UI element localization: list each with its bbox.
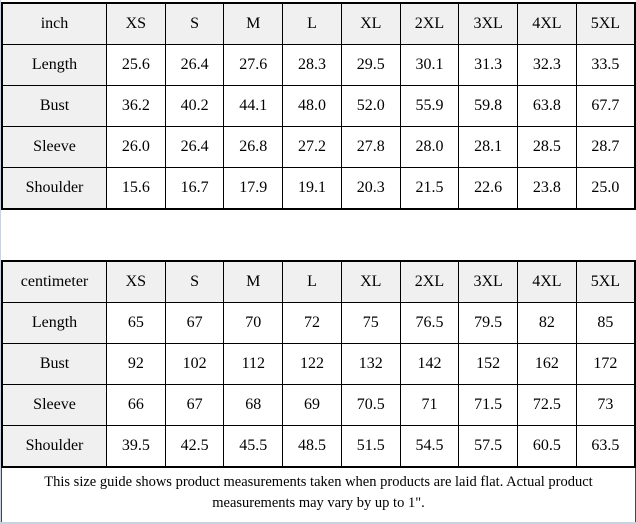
measurement-value-cell: 85 — [576, 303, 635, 344]
measurement-value-cell: 67.7 — [576, 86, 635, 127]
measurement-value-cell: 76.5 — [400, 303, 459, 344]
measurement-label-cell: Sleeve — [2, 127, 107, 168]
measurement-label-cell: Shoulder — [2, 426, 107, 468]
measurement-label-cell: Sleeve — [2, 385, 107, 426]
measurement-value-cell: 172 — [576, 344, 635, 385]
measurement-label-cell: Shoulder — [2, 168, 107, 210]
measurement-value-cell: 27.8 — [341, 127, 400, 168]
size-header-row — [2, 3, 635, 45]
size-header-cell: XS — [107, 261, 166, 303]
measurement-value-cell: 72.5 — [518, 385, 577, 426]
measurement-value-cell: 51.5 — [341, 426, 400, 468]
measurement-value-cell: 28.7 — [576, 127, 635, 168]
measurement-value-cell: 26.4 — [165, 127, 224, 168]
measurement-value-cell: 79.5 — [459, 303, 518, 344]
measurement-value-cell: 67 — [165, 303, 224, 344]
measurement-value-cell: 32.3 — [518, 45, 577, 86]
measurement-value-cell: 20.3 — [341, 168, 400, 210]
measurement-value-cell: 162 — [518, 344, 577, 385]
unit-header-cell: centimeter — [2, 261, 107, 303]
measurement-value-cell: 16.7 — [165, 168, 224, 210]
measurement-row — [2, 168, 635, 210]
measurement-value-cell: 36.2 — [107, 86, 166, 127]
measurement-value-cell: 52.0 — [341, 86, 400, 127]
measurement-value-cell: 69 — [283, 385, 342, 426]
size-header-cell: L — [283, 261, 342, 303]
measurement-value-cell: 66 — [107, 385, 166, 426]
size-header-cell: L — [283, 3, 342, 45]
measurement-row — [2, 86, 635, 127]
size-header-cell: 5XL — [576, 3, 635, 45]
measurement-value-cell: 122 — [283, 344, 342, 385]
measurement-value-cell: 63.8 — [518, 86, 577, 127]
measurement-value-cell: 21.5 — [400, 168, 459, 210]
measurement-value-cell: 42.5 — [165, 426, 224, 468]
measurement-note: This size guide shows product measurements taken when products are laid flat. Actual product measurements may vary by up to 1". — [1, 468, 636, 522]
measurement-value-cell: 70 — [224, 303, 283, 344]
size-header-cell: XL — [341, 3, 400, 45]
measurement-value-cell: 112 — [224, 344, 283, 385]
measurement-value-cell: 28.3 — [283, 45, 342, 86]
measurement-value-cell: 92 — [107, 344, 166, 385]
size-header-cell: 4XL — [518, 261, 577, 303]
size-header-cell: 4XL — [518, 3, 577, 45]
measurement-value-cell: 25.6 — [107, 45, 166, 86]
size-header-cell: 2XL — [400, 261, 459, 303]
measurement-value-cell: 44.1 — [224, 86, 283, 127]
measurement-value-cell: 40.2 — [165, 86, 224, 127]
measurement-row — [2, 303, 635, 344]
measurement-value-cell: 142 — [400, 344, 459, 385]
measurement-value-cell: 25.0 — [576, 168, 635, 210]
measurement-value-cell: 33.5 — [576, 45, 635, 86]
measurement-value-cell: 27.2 — [283, 127, 342, 168]
measurement-value-cell: 28.0 — [400, 127, 459, 168]
measurement-value-cell: 39.5 — [107, 426, 166, 468]
measurement-value-cell: 54.5 — [400, 426, 459, 468]
size-header-cell: XS — [107, 3, 166, 45]
measurement-value-cell: 71 — [400, 385, 459, 426]
measurement-value-cell: 45.5 — [224, 426, 283, 468]
measurement-label-cell: Length — [2, 303, 107, 344]
measurement-value-cell: 67 — [165, 385, 224, 426]
measurement-value-cell: 27.6 — [224, 45, 283, 86]
inch-size-table — [1, 2, 636, 210]
measurement-value-cell: 60.5 — [518, 426, 577, 468]
measurement-value-cell: 132 — [341, 344, 400, 385]
measurement-row — [2, 344, 635, 385]
measurement-row — [2, 385, 635, 426]
measurement-value-cell: 26.8 — [224, 127, 283, 168]
size-header-cell: S — [165, 261, 224, 303]
measurement-row — [2, 127, 635, 168]
size-header-cell: M — [224, 3, 283, 45]
size-header-cell: S — [165, 3, 224, 45]
measurement-value-cell: 26.0 — [107, 127, 166, 168]
measurement-row — [2, 426, 635, 468]
measurement-value-cell: 23.8 — [518, 168, 577, 210]
size-header-cell: 3XL — [459, 3, 518, 45]
table-gap — [1, 210, 636, 260]
measurement-value-cell: 82 — [518, 303, 577, 344]
unit-header-cell: inch — [2, 3, 107, 45]
measurement-value-cell: 19.1 — [283, 168, 342, 210]
measurement-value-cell: 65 — [107, 303, 166, 344]
measurement-value-cell: 63.5 — [576, 426, 635, 468]
measurement-value-cell: 28.5 — [518, 127, 577, 168]
measurement-label-cell: Bust — [2, 86, 107, 127]
measurement-value-cell: 152 — [459, 344, 518, 385]
measurement-value-cell: 59.8 — [459, 86, 518, 127]
measurement-label-cell: Length — [2, 45, 107, 86]
centimeter-size-table — [1, 260, 636, 468]
measurement-value-cell: 72 — [283, 303, 342, 344]
size-header-cell: XL — [341, 261, 400, 303]
measurement-label-cell: Bust — [2, 344, 107, 385]
measurement-value-cell: 73 — [576, 385, 635, 426]
measurement-value-cell: 26.4 — [165, 45, 224, 86]
measurement-value-cell: 57.5 — [459, 426, 518, 468]
measurement-value-cell: 15.6 — [107, 168, 166, 210]
measurement-value-cell: 68 — [224, 385, 283, 426]
measurement-value-cell: 28.1 — [459, 127, 518, 168]
measurement-value-cell: 55.9 — [400, 86, 459, 127]
measurement-value-cell: 31.3 — [459, 45, 518, 86]
size-header-row — [2, 261, 635, 303]
size-header-cell: 5XL — [576, 261, 635, 303]
measurement-value-cell: 102 — [165, 344, 224, 385]
size-header-cell: M — [224, 261, 283, 303]
measurement-value-cell: 75 — [341, 303, 400, 344]
measurement-value-cell: 29.5 — [341, 45, 400, 86]
size-header-cell: 3XL — [459, 261, 518, 303]
measurement-value-cell: 17.9 — [224, 168, 283, 210]
measurement-value-cell: 48.5 — [283, 426, 342, 468]
measurement-value-cell: 70.5 — [341, 385, 400, 426]
measurement-value-cell: 22.6 — [459, 168, 518, 210]
size-header-cell: 2XL — [400, 3, 459, 45]
measurement-value-cell: 30.1 — [400, 45, 459, 86]
measurement-value-cell: 48.0 — [283, 86, 342, 127]
measurement-row — [2, 45, 635, 86]
measurement-value-cell: 71.5 — [459, 385, 518, 426]
